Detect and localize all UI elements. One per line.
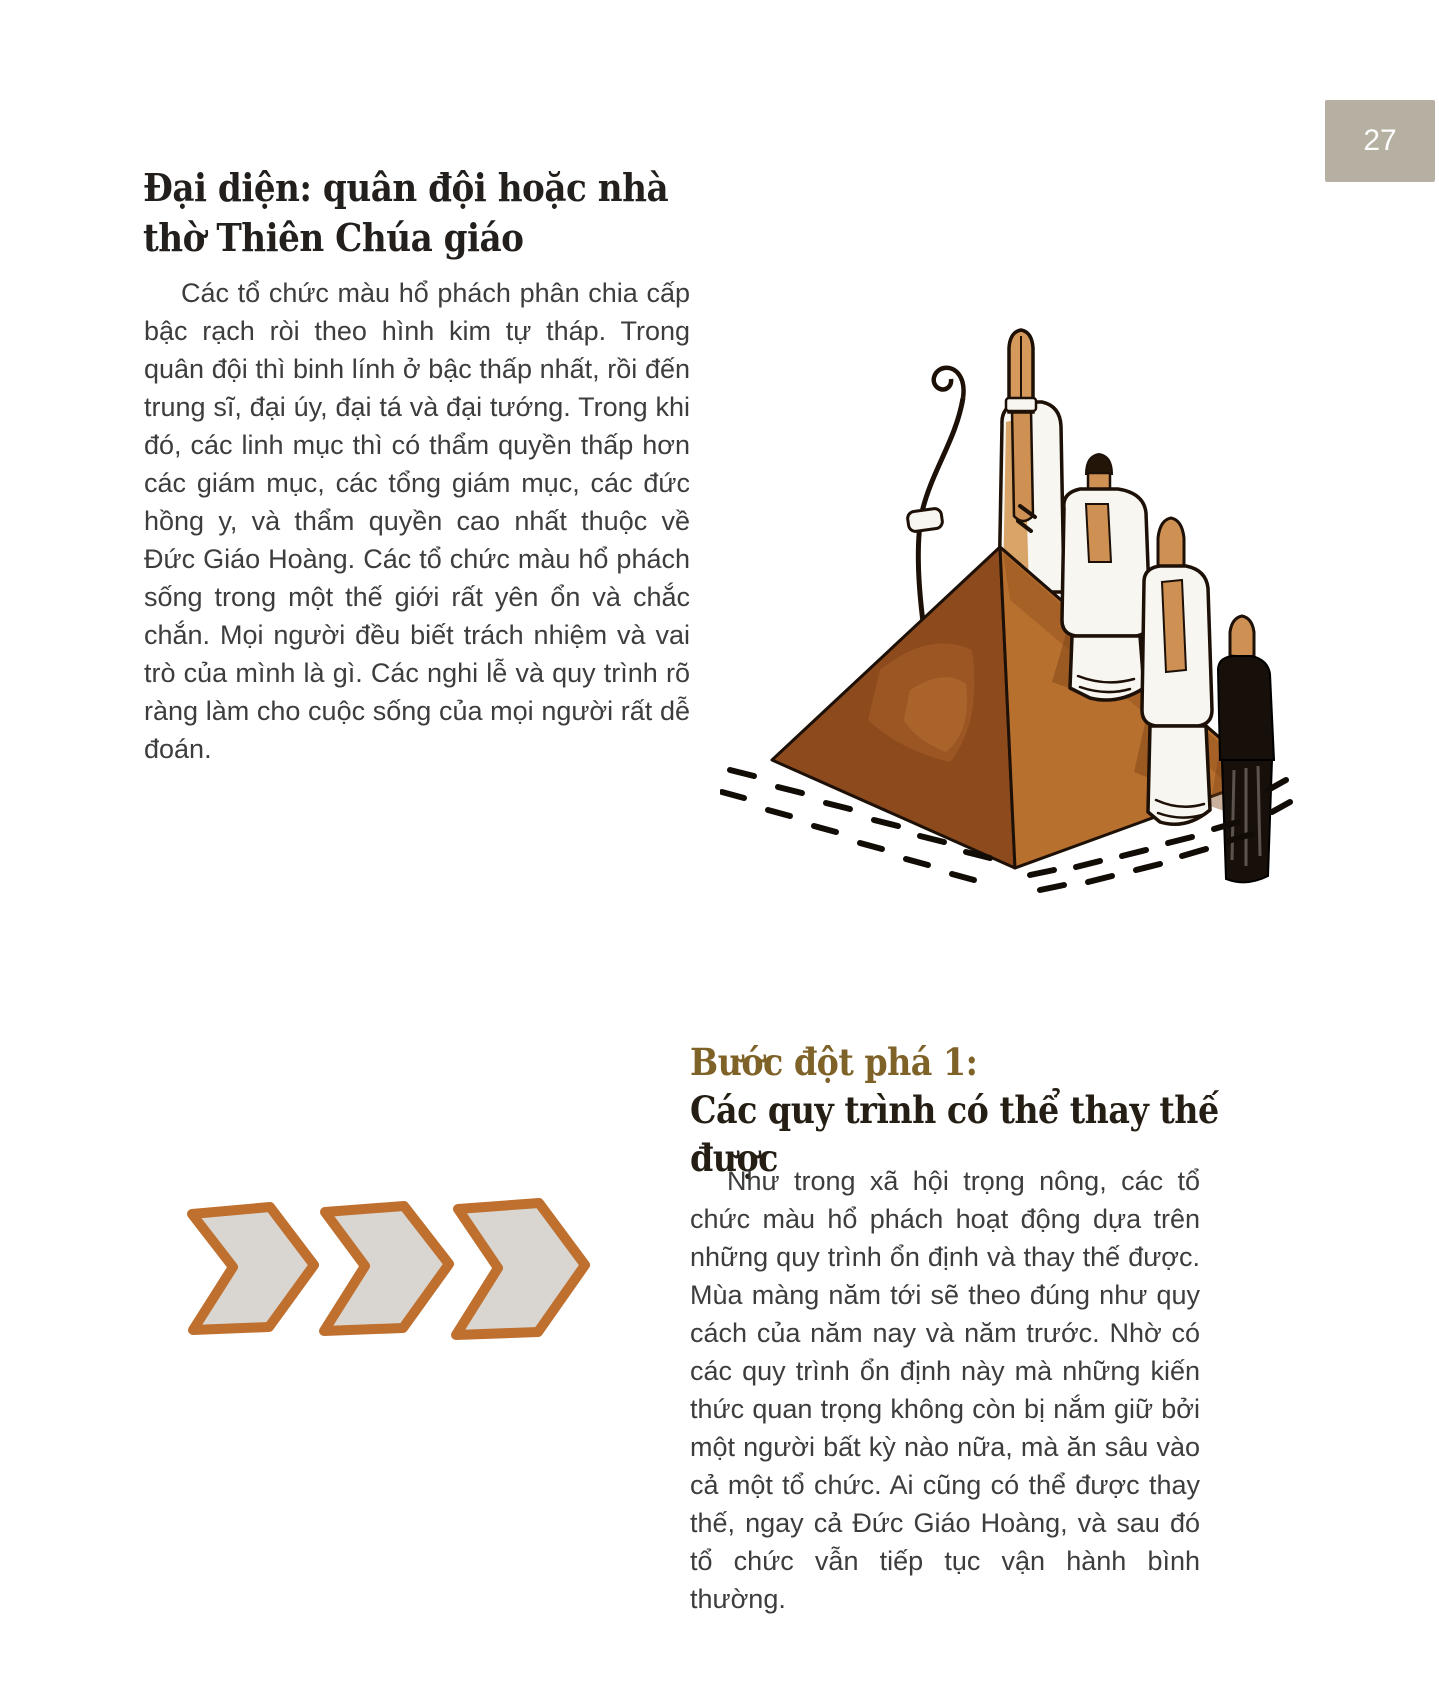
pope-face	[1012, 410, 1033, 521]
section1-paragraph: Các tổ chức màu hổ phách phân chia cấp bậc rạch ròi theo hình kim tự tháp. Trong quân đội thì binh lính ở bậc thấp nhất, rồi đến trung sĩ, đại úy, đại tá và đại tướng. Trong khi đó, các linh mục thì có thẩm quyền thấp hơn các giám mục, các tổng giám mục, các đức hồng y, và thẩm quyền cao nhất thuộc về Đức Giáo Hoàng. Các tổ chức màu hổ phách sống trong một thế giới rất yên ổn và chắc chắn. Mọi người đều biết trách nhiệm và vai trò của mình là gì. Các nghi lễ và quy trình rõ ràng làm cho cuộc sống của mọi người rất dễ đoán.	[144, 278, 690, 764]
chevron-icon	[324, 1206, 449, 1331]
crosier-curl	[934, 368, 964, 398]
section2-heading	[690, 1038, 1250, 1182]
priest-figure	[1142, 518, 1212, 824]
section1-title: Đại diện: quân đội hoặc nhà thờ Thiên Chúa giáo	[143, 165, 669, 260]
page-number: 27	[1363, 124, 1397, 157]
chevron-icon	[456, 1203, 585, 1335]
section2-paragraph: Như trong xã hội trọng nông, các tổ chức màu hổ phách hoạt động dựa trên những quy trình ổn định và thay thế được. Mùa màng năm tới sẽ theo đúng như quy cách của năm nay và năm trước. Nhờ có các quy trình ổn định này mà những kiến thức quan trọng không còn bị nắm giữ bởi một người bất kỳ nào nữa, mà ăn sâu vào cả một tổ chức. Ai cũng có thể được thay thế, ngay cả Đức Giáo Hoàng, và sau đó tổ chức vẫn tiếp tục vận hành bình thường.	[690, 1166, 1200, 1614]
bishop-figure	[1062, 454, 1150, 700]
pope-hand	[907, 508, 943, 533]
chevron-icon	[192, 1207, 314, 1330]
section2-title: Các quy trình có thể thay thế được	[690, 1088, 1219, 1180]
page-number-badge	[1325, 100, 1435, 182]
pyramid-hierarchy-illustration	[720, 290, 1295, 910]
section2-eyebrow: Bước đột phá 1:	[690, 1040, 978, 1084]
triple-chevron-illustration	[181, 1196, 591, 1341]
